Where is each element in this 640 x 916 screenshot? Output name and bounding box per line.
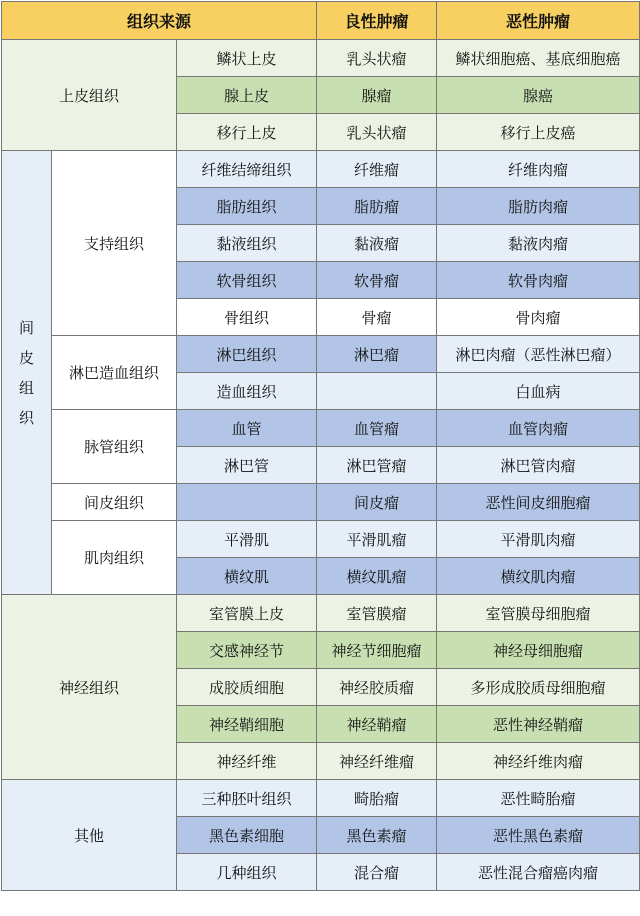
malignant-cell: 纤维肉瘤 <box>437 151 640 188</box>
benign-cell: 神经纤维瘤 <box>317 743 437 780</box>
benign-cell: 平滑肌瘤 <box>317 521 437 558</box>
benign-cell: 黏液瘤 <box>317 225 437 262</box>
malignant-cell: 平滑肌肉瘤 <box>437 521 640 558</box>
subgroup-mesothelial: 间皮组织 <box>52 484 177 521</box>
benign-cell: 脂肪瘤 <box>317 188 437 225</box>
malignant-cell: 鳞状细胞癌、基底细胞癌 <box>437 40 640 77</box>
tissue-cell: 鳞状上皮 <box>177 40 317 77</box>
malignant-cell: 黏液肉瘤 <box>437 225 640 262</box>
table-row <box>2 595 640 632</box>
benign-cell: 黑色素瘤 <box>317 817 437 854</box>
table-row <box>2 780 640 817</box>
tissue-cell: 血管 <box>177 410 317 447</box>
tissue-cell: 黏液组织 <box>177 225 317 262</box>
benign-cell: 腺瘤 <box>317 77 437 114</box>
tissue-cell: 横纹肌 <box>177 558 317 595</box>
group-neural: 神经组织 <box>2 595 177 780</box>
group-other: 其他 <box>2 780 177 891</box>
malignant-cell: 恶性黑色素瘤 <box>437 817 640 854</box>
tissue-cell: 神经纤维 <box>177 743 317 780</box>
tissue-cell: 淋巴组织 <box>177 336 317 373</box>
tissue-cell: 神经鞘细胞 <box>177 706 317 743</box>
tissue-cell: 交感神经节 <box>177 632 317 669</box>
malignant-cell: 白血病 <box>437 373 640 410</box>
group-mesenchymal <box>2 151 52 595</box>
benign-cell: 畸胎瘤 <box>317 780 437 817</box>
tissue-cell: 纤维结缔组织 <box>177 151 317 188</box>
benign-cell: 神经胶质瘤 <box>317 669 437 706</box>
tissue-cell: 骨组织 <box>177 299 317 336</box>
tissue-cell: 软骨组织 <box>177 262 317 299</box>
benign-cell: 乳头状瘤 <box>317 40 437 77</box>
malignant-cell: 神经母细胞瘤 <box>437 632 640 669</box>
tissue-cell: 淋巴管 <box>177 447 317 484</box>
subgroup-vascular: 脉管组织 <box>52 410 177 484</box>
malignant-cell: 神经纤维肉瘤 <box>437 743 640 780</box>
benign-cell: 淋巴瘤 <box>317 336 437 373</box>
header-malignant: 恶性肿瘤 <box>437 2 640 40</box>
tissue-cell: 室管膜上皮 <box>177 595 317 632</box>
tissue-cell: 平滑肌 <box>177 521 317 558</box>
benign-cell: 软骨瘤 <box>317 262 437 299</box>
table-header-row <box>2 2 640 40</box>
subgroup-support: 支持组织 <box>52 151 177 336</box>
tissue-cell: 黑色素细胞 <box>177 817 317 854</box>
malignant-cell: 淋巴管肉瘤 <box>437 447 640 484</box>
benign-cell: 血管瘤 <box>317 410 437 447</box>
benign-cell: 神经节细胞瘤 <box>317 632 437 669</box>
header-benign: 良性肿瘤 <box>317 2 437 40</box>
benign-cell: 纤维瘤 <box>317 151 437 188</box>
table-row <box>2 40 640 77</box>
malignant-cell: 恶性混合瘤癌肉瘤 <box>437 854 640 891</box>
tissue-cell: 三种胚叶组织 <box>177 780 317 817</box>
tissue-cell: 脂肪组织 <box>177 188 317 225</box>
malignant-cell: 血管肉瘤 <box>437 410 640 447</box>
group-epithelial: 上皮组织 <box>2 40 177 151</box>
malignant-cell: 软骨肉瘤 <box>437 262 640 299</box>
group-mesenchymal-char: 间 <box>18 318 34 337</box>
tissue-cell: 成胶质细胞 <box>177 669 317 706</box>
malignant-cell: 骨肉瘤 <box>437 299 640 336</box>
table-row <box>2 410 640 447</box>
group-mesenchymal-char: 皮 <box>18 348 34 367</box>
malignant-cell: 多形成胶质母细胞瘤 <box>437 669 640 706</box>
malignant-cell: 恶性间皮细胞瘤 <box>437 484 640 521</box>
benign-cell: 神经鞘瘤 <box>317 706 437 743</box>
tissue-cell: 移行上皮 <box>177 114 317 151</box>
malignant-cell: 移行上皮癌 <box>437 114 640 151</box>
benign-cell: 横纹肌瘤 <box>317 558 437 595</box>
malignant-cell: 恶性神经鞘瘤 <box>437 706 640 743</box>
table-row <box>2 336 640 373</box>
benign-cell: 淋巴管瘤 <box>317 447 437 484</box>
table-row <box>2 521 640 558</box>
benign-cell: 骨瘤 <box>317 299 437 336</box>
malignant-cell: 腺癌 <box>437 77 640 114</box>
tissue-cell: 造血组织 <box>177 373 317 410</box>
malignant-cell: 横纹肌肉瘤 <box>437 558 640 595</box>
subgroup-lymph: 淋巴造血组织 <box>52 336 177 410</box>
tissue-cell: 几种组织 <box>177 854 317 891</box>
group-mesenchymal-char: 组 <box>18 378 34 397</box>
table-row <box>2 484 640 521</box>
header-origin: 组织来源 <box>2 2 317 40</box>
malignant-cell: 脂肪肉瘤 <box>437 188 640 225</box>
benign-cell: 间皮瘤 <box>317 484 437 521</box>
benign-cell <box>317 373 437 410</box>
tissue-cell <box>177 484 317 521</box>
tumor-classification-table <box>1 1 640 891</box>
benign-cell: 乳头状瘤 <box>317 114 437 151</box>
benign-cell: 室管膜瘤 <box>317 595 437 632</box>
malignant-cell: 淋巴肉瘤（恶性淋巴瘤） <box>437 336 640 373</box>
table-row <box>2 151 640 188</box>
malignant-cell: 室管膜母细胞瘤 <box>437 595 640 632</box>
benign-cell: 混合瘤 <box>317 854 437 891</box>
malignant-cell: 恶性畸胎瘤 <box>437 780 640 817</box>
group-mesenchymal-char: 织 <box>18 408 34 427</box>
subgroup-muscle: 肌肉组织 <box>52 521 177 595</box>
tissue-cell: 腺上皮 <box>177 77 317 114</box>
